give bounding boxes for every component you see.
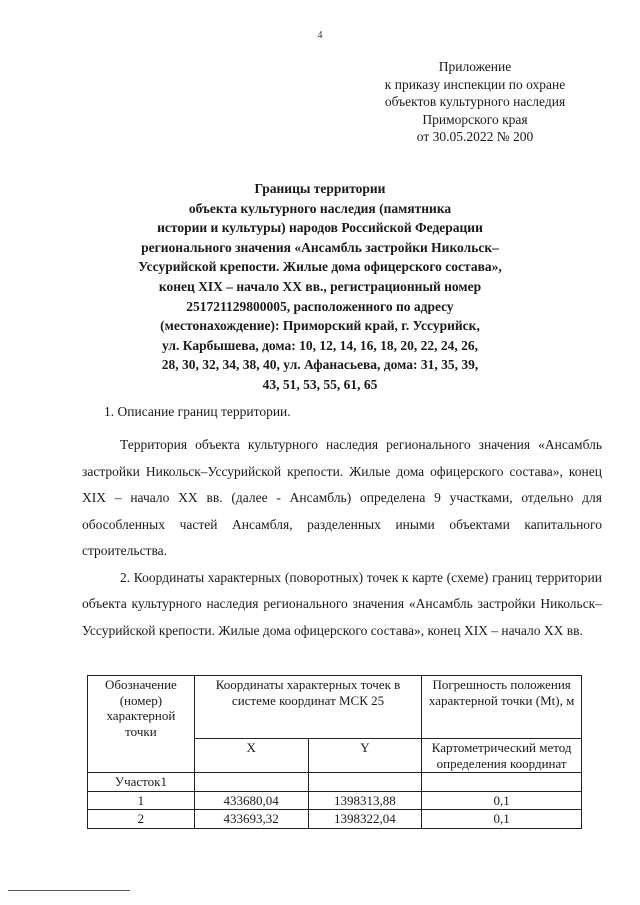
header-point-number: Обозначение (номер) характерной точки bbox=[88, 676, 195, 773]
footer-separator bbox=[8, 890, 130, 891]
table-section-row bbox=[88, 773, 582, 792]
appendix-line: от 30.05.2022 № 200 bbox=[416, 129, 534, 144]
appendix-line: к приказу инспекции по охране bbox=[384, 76, 566, 92]
cell-y: 1398313,88 bbox=[308, 791, 422, 810]
title-line: объекта культурного наследия (памятника bbox=[188, 200, 452, 216]
header-coordinates: Координаты характерных точек в системе координат МСК 25 bbox=[194, 676, 421, 739]
header-error: Погрешность положения характерной точки (Mt), м bbox=[422, 676, 582, 739]
paragraph-coordinates: 2. Координаты характерных (поворотных) точек к карте (схеме) границ территории объекта культурного наследия регионального значения «Ансамбль застройки Никольск–Уссурийской крепости. Жилые дома офицерского состава», конец XIX – начало XX вв. bbox=[82, 569, 602, 638]
coordinates-table bbox=[87, 675, 582, 829]
cell-error: 0,1 bbox=[422, 791, 582, 810]
cell-y: 1398322,04 bbox=[308, 810, 422, 829]
title-line: истории и культуры) народов Российской Федерации bbox=[157, 220, 483, 236]
cell-x: 433693,32 bbox=[194, 810, 308, 829]
paragraph-territory: Территория объекта культурного наследия регионального значения «Ансамбль застройки Никольск–Уссурийской крепости. Жилые дома офицерского состава», конец XIX – начало XX вв. (далее - Ансамбль) определена 9 участками, отдельно для обособленных частей Ансамбля, разделенных иными объектами капитального строительства. bbox=[82, 437, 602, 558]
title-line: конец XIX – начало XX вв., регистрационный номер bbox=[158, 278, 482, 294]
section-label: Участок1 bbox=[88, 773, 195, 792]
document-title bbox=[80, 179, 560, 395]
header-y: Y bbox=[308, 739, 422, 773]
table-header-row bbox=[88, 676, 582, 739]
cell-point-number: 2 bbox=[88, 810, 195, 829]
title-line: (местонахождение): Приморский край, г. Уссурийск, bbox=[160, 318, 480, 334]
document-body bbox=[82, 400, 602, 644]
title-line: Границы территории bbox=[254, 181, 386, 196]
appendix-line: Приложение bbox=[438, 59, 512, 74]
header-x: X bbox=[194, 739, 308, 773]
title-line: 28, 30, 32, 34, 38, 40, ул. Афанасьева, дома: 31, 35, 39, bbox=[161, 357, 479, 373]
appendix-line: объектов культурного наследия bbox=[384, 94, 566, 109]
cell-error: 0,1 bbox=[422, 810, 582, 829]
title-line: 251721129800005, расположенного по адресу bbox=[186, 298, 454, 314]
page-number: 4 bbox=[317, 30, 323, 41]
header-method: Картометрический метод определения координат bbox=[422, 739, 582, 773]
title-line: регионального значения «Ансамбль застройки Никольск– bbox=[141, 239, 499, 255]
appendix-line: Приморского края bbox=[422, 111, 528, 127]
table-row bbox=[88, 810, 582, 829]
title-line: Уссурийской крепости. Жилые дома офицерского состава», bbox=[138, 259, 502, 275]
title-line: 43, 51, 53, 55, 61, 65 bbox=[262, 376, 378, 392]
cell-point-number: 1 bbox=[88, 791, 195, 810]
cell-x: 433680,04 bbox=[194, 791, 308, 810]
section-heading: 1. Описание границ территории. bbox=[104, 404, 291, 419]
title-line: ул. Карбышева, дома: 10, 12, 14, 16, 18, 20, 22, 24, 26, bbox=[162, 337, 478, 353]
table-row bbox=[88, 791, 582, 810]
appendix-header bbox=[360, 58, 590, 146]
